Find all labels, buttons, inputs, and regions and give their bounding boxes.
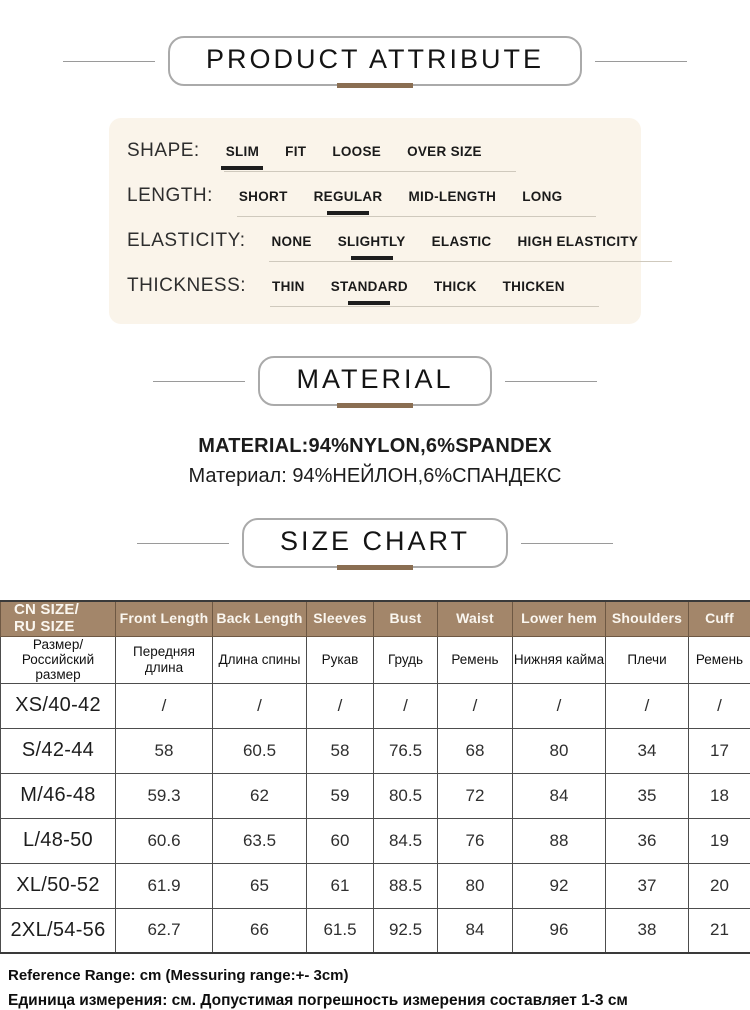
header-cell-size-ru [1,636,116,683]
value-cell: 96 [513,908,606,953]
divider-line-right [505,381,597,382]
reference-note-ru: Единица измерения: см. Допустимая погрешность измерения составляет 1-3 см [8,992,750,1010]
attribute-label: SHAPE: [127,140,200,162]
value-cell: 88 [513,818,606,863]
attribute-option: SHORT [239,189,288,204]
attribute-label: LENGTH: [127,185,213,207]
attribute-option: LOOSE [332,144,381,159]
attribute-option: HIGH ELASTICITY [517,234,638,249]
size-cell: M/46-48 [1,773,116,818]
value-cell: 38 [606,908,689,953]
attribute-option: THIN [272,279,305,294]
reference-note-en: Reference Range: cm (Messuring range:+- 3cm) [8,967,750,984]
section-title-material [0,356,750,406]
value-cell: 76 [438,818,513,863]
material-title-text: MATERIAL [296,364,453,394]
value-cell: 34 [606,728,689,773]
value-cell: / [213,683,307,728]
value-cell: 61.5 [307,908,374,953]
header-cell-ru: Ремень [689,636,750,683]
product-attribute-title-box [168,36,582,86]
value-cell: 18 [689,773,750,818]
size-cell: S/42-44 [1,728,116,773]
value-cell: 63.5 [213,818,307,863]
attribute-option: THICKEN [503,279,565,294]
header-cell-ru: Ремень [438,636,513,683]
attribute-option: ELASTIC [432,234,492,249]
header-cell: Cuff [689,601,750,636]
table-row [1,908,750,953]
section-title-size-chart [0,518,750,568]
value-cell: 37 [606,863,689,908]
value-cell: 19 [689,818,750,863]
header-cell: Shoulders [606,601,689,636]
header-cell: Lower hem [513,601,606,636]
value-cell: 92 [513,863,606,908]
attribute-row [127,275,623,307]
material-info [0,435,750,488]
value-cell: 20 [689,863,750,908]
header-size-ru-line2: Российский [22,652,94,667]
title-accent-bar [337,565,413,570]
value-cell: / [606,683,689,728]
header-cell: Waist [438,601,513,636]
header-cell-ru: Длина спины [213,636,307,683]
attribute-option: NONE [271,234,311,249]
reference-note [8,967,750,1010]
header-cell-ru: Передняя длина [116,636,213,683]
header-cell: Front Length [116,601,213,636]
size-chart-title-box [242,518,508,568]
value-cell: 80 [438,863,513,908]
value-cell: 61.9 [116,863,213,908]
value-cell: 60 [307,818,374,863]
attribute-label: THICKNESS: [127,275,246,297]
product-attribute-title-text: PRODUCT ATTRIBUTE [206,44,544,74]
section-title-product-attribute [0,36,750,86]
value-cell: 36 [606,818,689,863]
value-cell: 80 [513,728,606,773]
attribute-option: SLIM [226,144,259,159]
size-chart-table [0,600,750,954]
title-accent-bar [337,403,413,408]
table-row [1,818,750,863]
table-row [1,728,750,773]
material-text-en: MATERIAL:94%NYLON,6%SPANDEX [0,435,750,458]
attribute-card [109,118,641,324]
table-header-row-en [1,601,750,636]
value-cell: 61 [307,863,374,908]
value-cell: 59.3 [116,773,213,818]
header-cell-ru: Грудь [374,636,438,683]
value-cell: / [374,683,438,728]
header-size-ru-line1: Размер/ [33,637,83,652]
value-cell: 60.6 [116,818,213,863]
value-cell: / [689,683,750,728]
size-cell: L/48-50 [1,818,116,863]
attribute-row [127,230,623,262]
attribute-option: OVER SIZE [407,144,482,159]
value-cell: 62.7 [116,908,213,953]
header-cell: Bust [374,601,438,636]
value-cell: / [116,683,213,728]
value-cell: 72 [438,773,513,818]
header-cell-size [1,601,116,636]
header-cell-ru: Нижняя кайма [513,636,606,683]
header-size-line2: RU SIZE [14,618,75,635]
attribute-option: LONG [522,189,562,204]
table-row [1,773,750,818]
size-cell: XS/40-42 [1,683,116,728]
value-cell: 21 [689,908,750,953]
divider-line-right [521,543,613,544]
attribute-options [237,185,597,217]
divider-line-left [63,61,155,62]
size-cell: 2XL/54-56 [1,908,116,953]
attribute-row [127,185,623,217]
value-cell: 35 [606,773,689,818]
value-cell: 84 [438,908,513,953]
attribute-option: THICK [434,279,477,294]
header-cell-ru: Рукав [307,636,374,683]
header-cell: Sleeves [307,601,374,636]
value-cell: 68 [438,728,513,773]
value-cell: 92.5 [374,908,438,953]
attribute-option: STANDARD [331,279,408,294]
attribute-option: MID-LENGTH [408,189,496,204]
attribute-option: REGULAR [314,189,383,204]
header-cell: Back Length [213,601,307,636]
value-cell: / [513,683,606,728]
value-cell: 58 [116,728,213,773]
material-title-box [258,356,491,406]
value-cell: 76.5 [374,728,438,773]
divider-line-left [153,381,245,382]
table-row [1,683,750,728]
value-cell: 84.5 [374,818,438,863]
size-cell: XL/50-52 [1,863,116,908]
attribute-label: ELASTICITY: [127,230,245,252]
value-cell: 65 [213,863,307,908]
value-cell: 88.5 [374,863,438,908]
attribute-option: SLIGHTLY [338,234,406,249]
value-cell: 80.5 [374,773,438,818]
attribute-option: FIT [285,144,306,159]
value-cell: / [307,683,374,728]
value-cell: / [438,683,513,728]
attribute-options [270,275,599,307]
header-cell-ru: Плечи [606,636,689,683]
header-size-ru-line3: размер [35,667,80,682]
table-header-row-ru [1,636,750,683]
divider-line-left [137,543,229,544]
title-accent-bar [337,83,413,88]
value-cell: 17 [689,728,750,773]
value-cell: 66 [213,908,307,953]
value-cell: 59 [307,773,374,818]
attribute-row [127,140,623,172]
size-chart-title-text: SIZE CHART [280,526,470,556]
header-size-line1: CN SIZE/ [14,601,79,618]
value-cell: 60.5 [213,728,307,773]
attribute-options [224,140,516,172]
material-text-ru: Материал: 94%НЕЙЛОН,6%СПАНДЕКС [0,465,750,488]
value-cell: 84 [513,773,606,818]
attribute-options [269,230,672,262]
table-row [1,863,750,908]
value-cell: 58 [307,728,374,773]
divider-line-right [595,61,687,62]
value-cell: 62 [213,773,307,818]
